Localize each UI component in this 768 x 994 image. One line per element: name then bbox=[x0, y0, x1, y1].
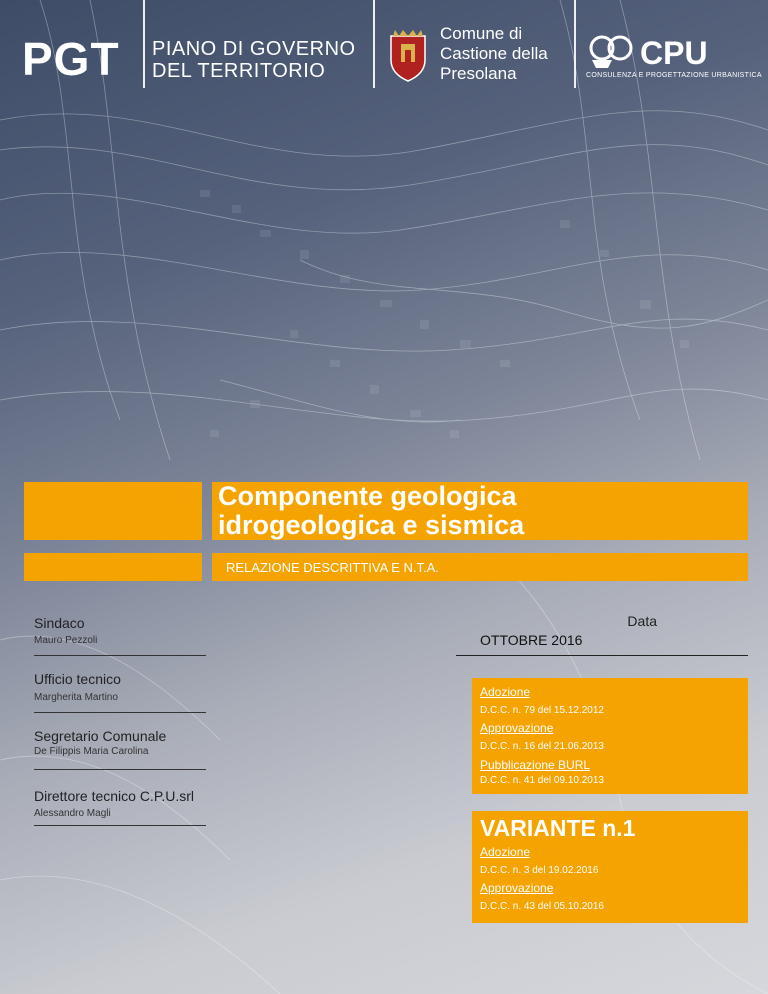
comune-crest-icon bbox=[385, 28, 431, 82]
cpu-subtitle: CONSULENZA E PROGETTAZIONE URBANISTICA bbox=[586, 72, 762, 79]
approval-history-box bbox=[472, 678, 748, 794]
credit-name-direttore: Alessandro Magli bbox=[34, 808, 111, 819]
variante-adozione-link[interactable]: Adozione bbox=[480, 845, 531, 859]
divider bbox=[456, 655, 748, 656]
pgt-logo-text: PGT bbox=[22, 33, 120, 85]
header-separator bbox=[373, 0, 375, 88]
header-separator bbox=[574, 0, 576, 88]
header-separator bbox=[143, 0, 145, 88]
divider bbox=[34, 769, 206, 770]
comune-line-1: Comune di bbox=[440, 24, 523, 43]
credit-role-ufficio-tecnico: Ufficio tecnico bbox=[34, 671, 121, 687]
credit-role-segretario: Segretario Comunale bbox=[34, 728, 167, 744]
adozione-link[interactable]: Adozione bbox=[480, 685, 531, 699]
title-line-1: Componente geologica bbox=[218, 481, 517, 511]
title-accent-block bbox=[24, 482, 202, 540]
document-subtitle: RELAZIONE DESCRITTIVA E N.T.A. bbox=[226, 560, 439, 575]
piano-di-governo-label bbox=[152, 38, 356, 82]
cpu-logo-text: CPU bbox=[640, 35, 708, 71]
credit-name-ufficio-tecnico: Margherita Martino bbox=[34, 692, 118, 703]
title-line-2: idrogeologica e sismica bbox=[218, 510, 525, 540]
pubblicazione-value: D.C.C. n. 41 del 09.10.2013 bbox=[480, 775, 604, 786]
subtitle-accent-block bbox=[24, 553, 202, 581]
date-value: OTTOBRE 2016 bbox=[480, 632, 583, 648]
piano-line-2: DEL TERRITORIO bbox=[152, 60, 326, 82]
adozione-value: D.C.C. n. 79 del 15.12.2012 bbox=[480, 705, 604, 716]
divider bbox=[34, 655, 206, 656]
comune-name bbox=[440, 24, 548, 84]
cpu-heads-icon bbox=[591, 37, 631, 68]
credit-name-segretario: De Filippis Maria Carolina bbox=[34, 746, 149, 757]
pubblicazione-link[interactable]: Pubblicazione BURL bbox=[480, 758, 591, 772]
piano-line-1: PIANO DI GOVERNO bbox=[152, 38, 356, 60]
variante-approvazione-value: D.C.C. n. 43 del 05.10.2016 bbox=[480, 901, 604, 912]
credit-role-sindaco: Sindaco bbox=[34, 615, 85, 631]
variante-title: VARIANTE n.1 bbox=[480, 815, 636, 841]
approvazione-link[interactable]: Approvazione bbox=[480, 721, 554, 735]
approvazione-value: D.C.C. n. 16 del 21.06.2013 bbox=[480, 741, 604, 752]
credit-role-direttore: Direttore tecnico C.P.U.srl bbox=[34, 788, 195, 804]
document-title bbox=[218, 482, 524, 540]
comune-line-3: Presolana bbox=[440, 64, 517, 83]
comune-line-2: Castione della bbox=[440, 44, 548, 63]
variante-box bbox=[472, 811, 748, 923]
credit-name-sindaco: Mauro Pezzoli bbox=[34, 635, 98, 646]
variante-approvazione-link[interactable]: Approvazione bbox=[480, 881, 554, 895]
variante-adozione-value: D.C.C. n. 3 del 19.02.2016 bbox=[480, 865, 599, 876]
date-label: Data bbox=[627, 613, 657, 629]
divider bbox=[34, 825, 206, 826]
divider bbox=[34, 712, 206, 713]
